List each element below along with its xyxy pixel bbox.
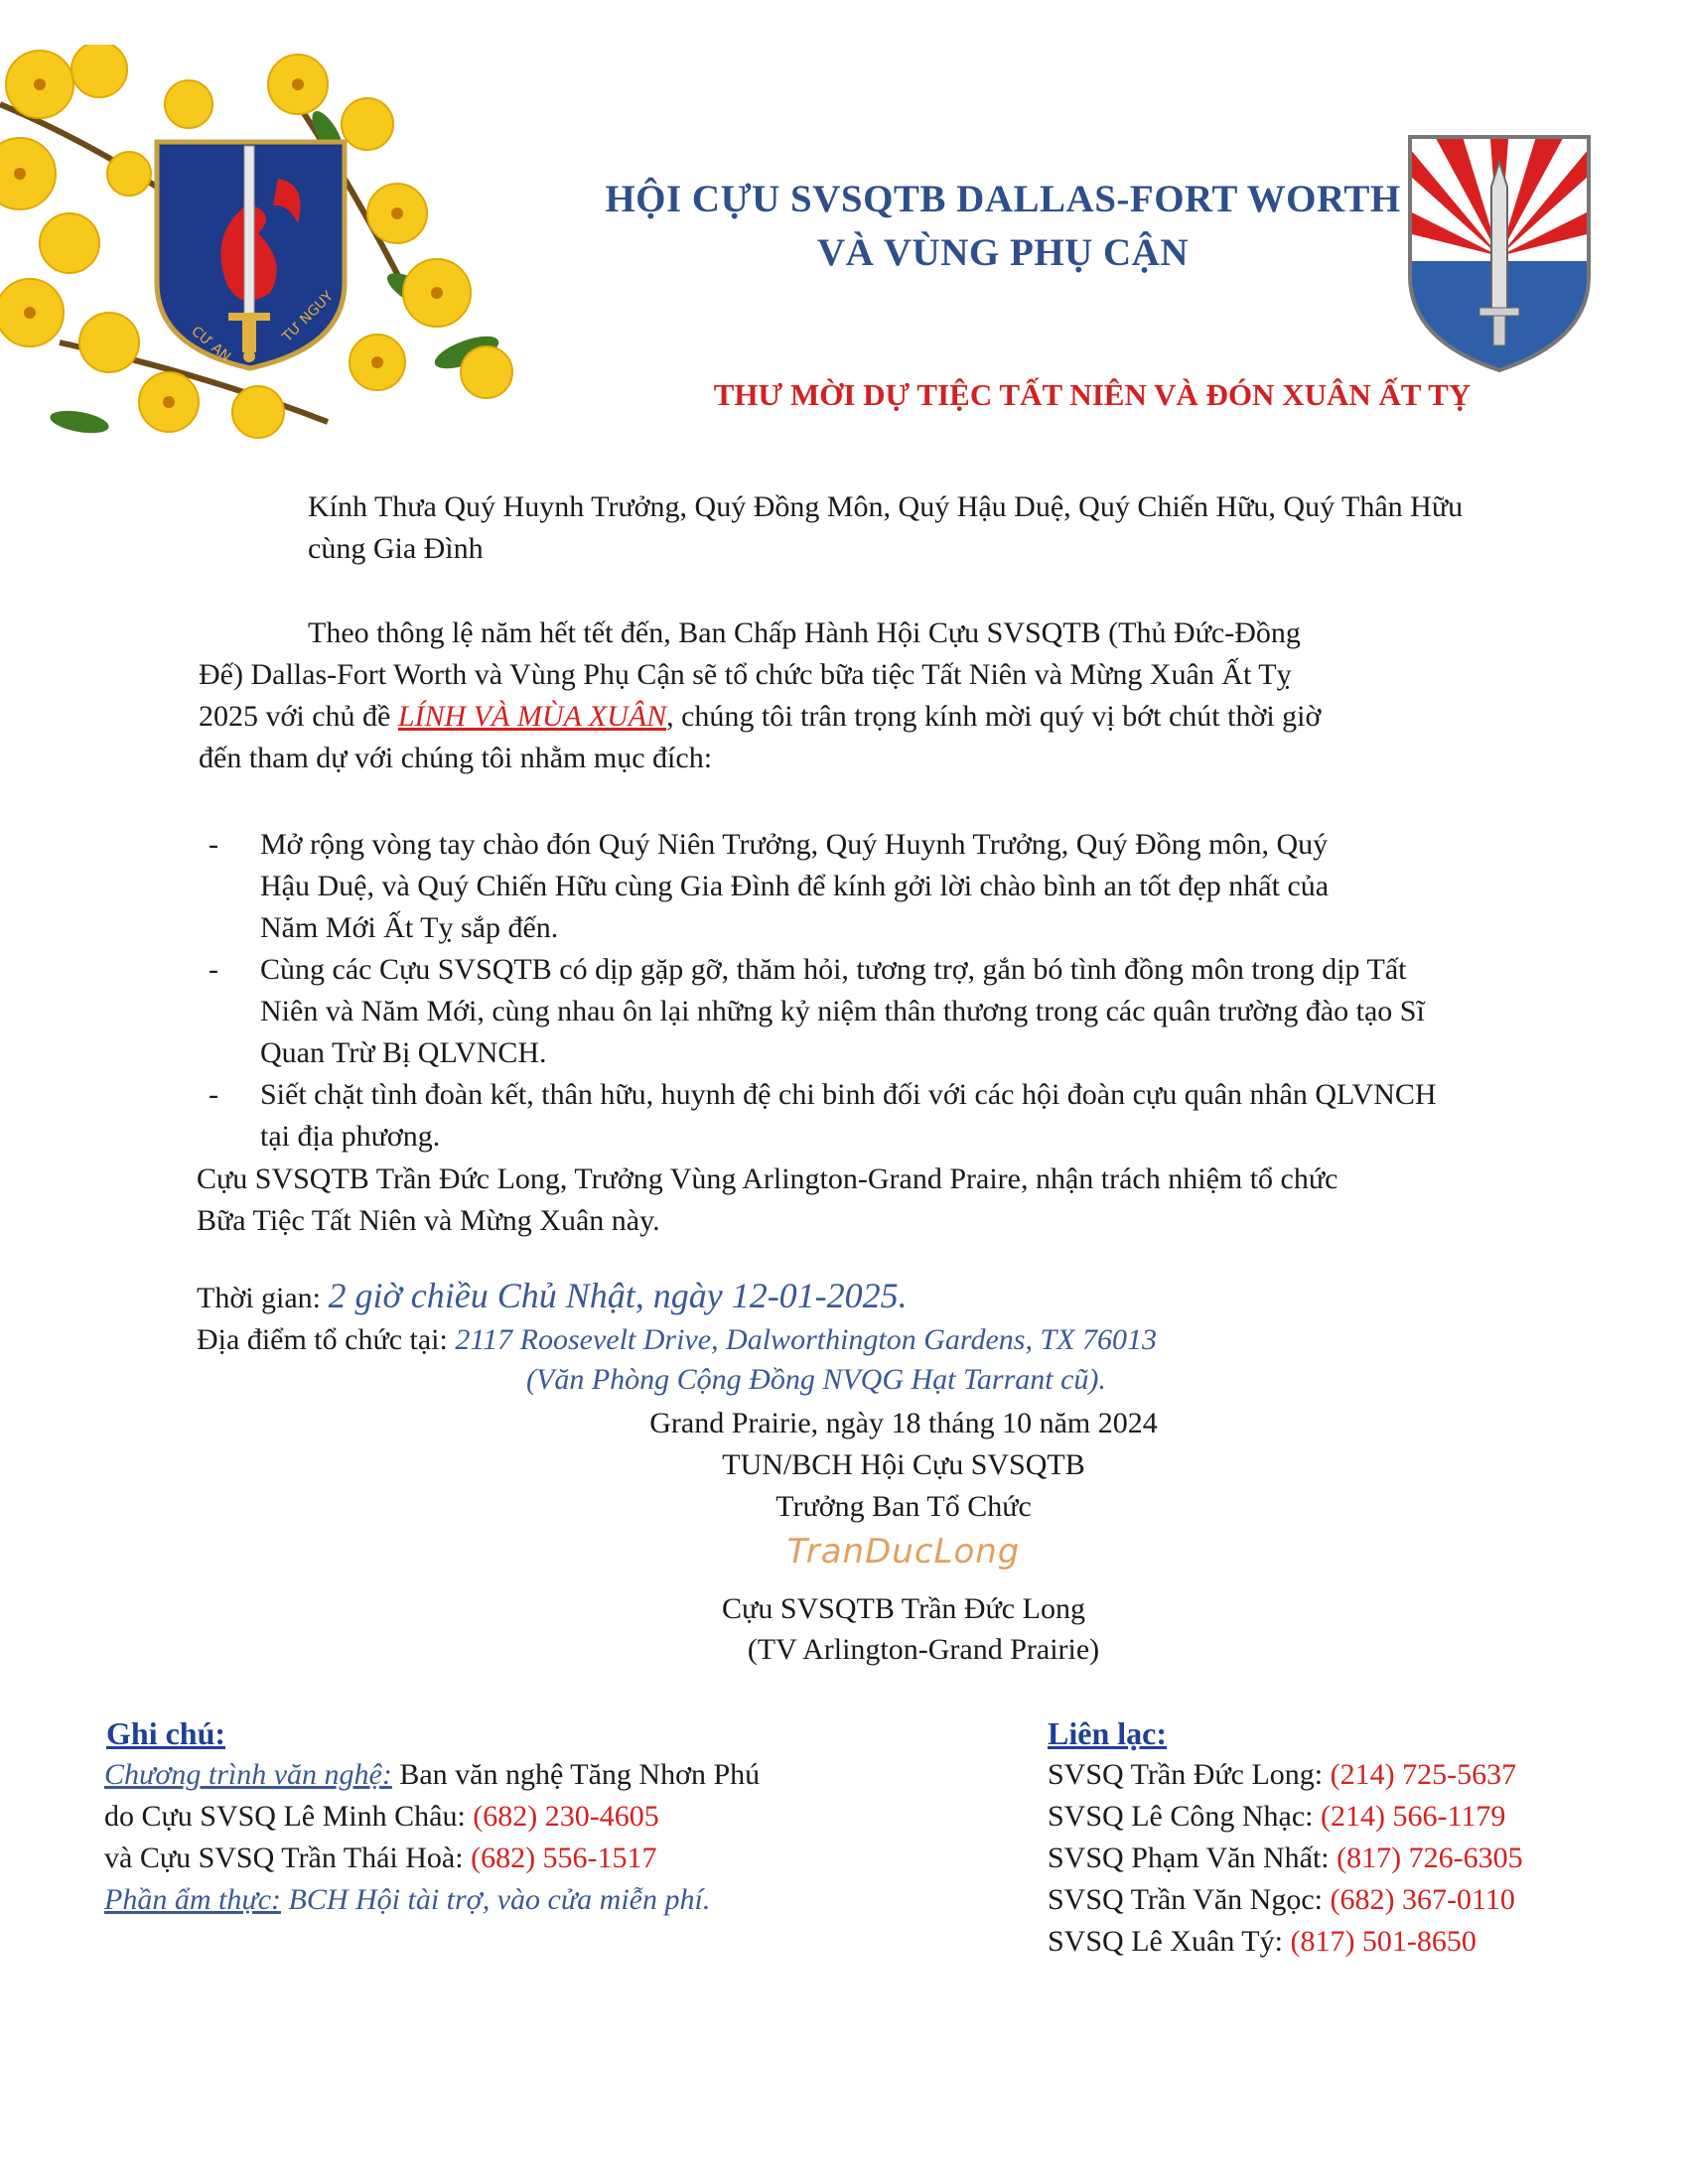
handwritten-signature: TranDucLong (786, 1532, 1021, 1571)
bullet1-line2: Hậu Duệ, và Quý Chiến Hữu cùng Gia Đình để kính gởi lời chào bình an tốt đẹp nhất của (260, 870, 1330, 902)
signature-org: TUN/BCH Hội Cựu SVSQTB (722, 1448, 1085, 1481)
bullet3-line2: tại địa phương. (260, 1120, 441, 1153)
signature-role: Trưởng Ban Tổ Chức (775, 1490, 1032, 1523)
notes-section (104, 1712, 918, 1921)
contact-row (1048, 1838, 1643, 1879)
left-emblem-motto-1: CƯ AN (188, 323, 234, 365)
intro-line2: Đế) Dallas-Fort Worth và Vùng Phụ Cận sẽ tổ chức bữa tiệc Tất Niên và Mừng Xuân Ất Tỵ (199, 658, 1292, 691)
signature-date: Grand Prairie, ngày 18 tháng 10 năm 2024 (649, 1407, 1158, 1439)
phone-number: (214) 725-5637 (1330, 1758, 1517, 1791)
signature-name: Cựu SVSQTB Trần Đức Long (722, 1592, 1085, 1625)
music-text: Ban văn nghệ Tăng Nhơn Phú (391, 1758, 761, 1791)
bullet2-line2: Niên và Năm Mới, cùng nhau ôn lại những kỷ niệm thân thương trong các quân trường đào tạo Sĩ (260, 995, 1425, 1027)
purpose-list (204, 824, 1594, 1158)
bullet1-line1: Mở rộng vòng tay chào đón Quý Niên Trưởng, Quý Huynh Trưởng, Quý Đồng môn, Quý (260, 828, 1329, 861)
notes-line1 (104, 1754, 918, 1796)
time-label: Thời gian: (197, 1282, 329, 1314)
time-value: 2 giờ chiều Chủ Nhật, ngày 12-01-2025. (328, 1276, 908, 1315)
event-theme: LÍNH VÀ MÙA XUÂN (397, 700, 667, 733)
list-item (204, 949, 1594, 1074)
contact-row (1048, 1754, 1643, 1796)
organizer-paragraph (197, 1159, 1587, 1242)
notes-line4 (104, 1879, 918, 1921)
notes-line3-text: và Cựu SVSQ Trần Thái Hoà: (104, 1842, 472, 1874)
phone-number: (817) 726-6305 (1336, 1842, 1523, 1874)
bullet2-line3: Quan Trừ Bị QLVNCH. (260, 1036, 547, 1069)
music-label: Chương trình văn nghệ: (104, 1758, 392, 1791)
list-item (204, 1074, 1594, 1158)
notes-line3 (104, 1838, 918, 1879)
bullet1-line3: Năm Mới Ất Tỵ sắp đến. (260, 911, 559, 944)
phone-number: (214) 566-1179 (1320, 1800, 1506, 1833)
place-label: Địa điểm tổ chức tại: (197, 1323, 456, 1356)
phone-number: (682) 556-1517 (471, 1842, 657, 1874)
intro-line4: đến tham dự với chúng tôi nhằm mục đích: (199, 742, 713, 774)
intro-line3-post: , chúng tôi trân trọng kính mời quý vị bớt chút thời giờ (666, 700, 1322, 733)
contact-name: SVSQ Trần Đức Long: (1048, 1758, 1331, 1791)
contact-row (1048, 1921, 1643, 1963)
notes-line2-text: do Cựu SVSQ Lê Minh Châu: (104, 1800, 474, 1833)
intro-paragraph (199, 613, 1489, 779)
event-place (197, 1319, 1157, 1361)
contact-name: SVSQ Lê Công Nhạc: (1048, 1800, 1321, 1833)
invitation-title: THƯ MỜI DỰ TIỆC TẤT NIÊN VÀ ĐÓN XUÂN ẤT TỴ (713, 377, 1472, 412)
food-label: Phần ẩm thực: (104, 1883, 281, 1916)
organizer-line1: Cựu SVSQTB Trần Đức Long, Trưởng Vùng Arlington-Grand Praire, nhận trách nhiệm tổ chức (197, 1162, 1338, 1195)
intro-line3-pre: 2025 với chủ đề (199, 700, 398, 733)
contact-row (1048, 1796, 1643, 1838)
organizer-line2: Bữa Tiệc Tất Niên và Mừng Xuân này. (197, 1204, 660, 1237)
phone-number: (682) 367-0110 (1330, 1883, 1515, 1916)
org-title-line2: VÀ VÙNG PHỤ CẬN (816, 231, 1190, 274)
left-emblem-motto-2: TƯ NGUY (279, 288, 337, 345)
contact-row (1048, 1879, 1643, 1921)
salutation (308, 486, 1599, 570)
intro-line3 (199, 696, 1489, 738)
bullet-dash: - (209, 953, 218, 986)
org-title-line1: HỘI CỰU SVSQTB DALLAS-FORT WORTH (605, 178, 1401, 220)
salutation-line1: Kính Thưa Quý Huynh Trưởng, Quý Đồng Môn, Quý Hậu Duệ, Quý Chiến Hữu, Quý Thân Hữu (308, 490, 1464, 523)
place-note: (Văn Phòng Cộng Đồng NVQG Hạt Tarrant cũ). (526, 1363, 1106, 1396)
phone-number: (682) 230-4605 (473, 1800, 659, 1833)
bullet-dash: - (209, 1078, 218, 1111)
bullet-dash: - (209, 828, 218, 861)
signature-unit: (TV Arlington-Grand Prairie) (747, 1633, 1100, 1666)
event-time (197, 1275, 908, 1319)
notes-title: Ghi chú: (106, 1715, 226, 1751)
salutation-line2: cùng Gia Đình (308, 532, 484, 565)
bullet3-line1: Siết chặt tình đoàn kết, thân hữu, huynh đệ chi binh đối với các hội đoàn cựu quân nhân QLVNCH (260, 1078, 1437, 1111)
contact-name: SVSQ Phạm Văn Nhất: (1048, 1842, 1337, 1874)
intro-line1: Theo thông lệ năm hết tết đến, Ban Chấp Hành Hội Cựu SVSQTB (Thủ Đức-Đồng (308, 616, 1301, 649)
list-item (204, 824, 1594, 949)
contacts-title: Liên lạc: (1048, 1715, 1167, 1751)
contact-name: SVSQ Trần Văn Ngọc: (1048, 1883, 1331, 1916)
phone-number: (817) 501-8650 (1290, 1925, 1477, 1958)
food-text: BCH Hội tài trợ, vào cửa miễn phí. (281, 1883, 711, 1916)
place-value: 2117 Roosevelt Drive, Dalworthington Gardens, TX 76013 (455, 1323, 1157, 1356)
bullet2-line1: Cùng các Cựu SVSQTB có dịp gặp gỡ, thăm hỏi, tương trợ, gắn bó tình đồng môn trong dịp Tất (260, 953, 1407, 986)
contacts-section (1048, 1712, 1643, 1963)
notes-line2 (104, 1796, 918, 1838)
contact-name: SVSQ Lê Xuân Tý: (1048, 1925, 1291, 1958)
